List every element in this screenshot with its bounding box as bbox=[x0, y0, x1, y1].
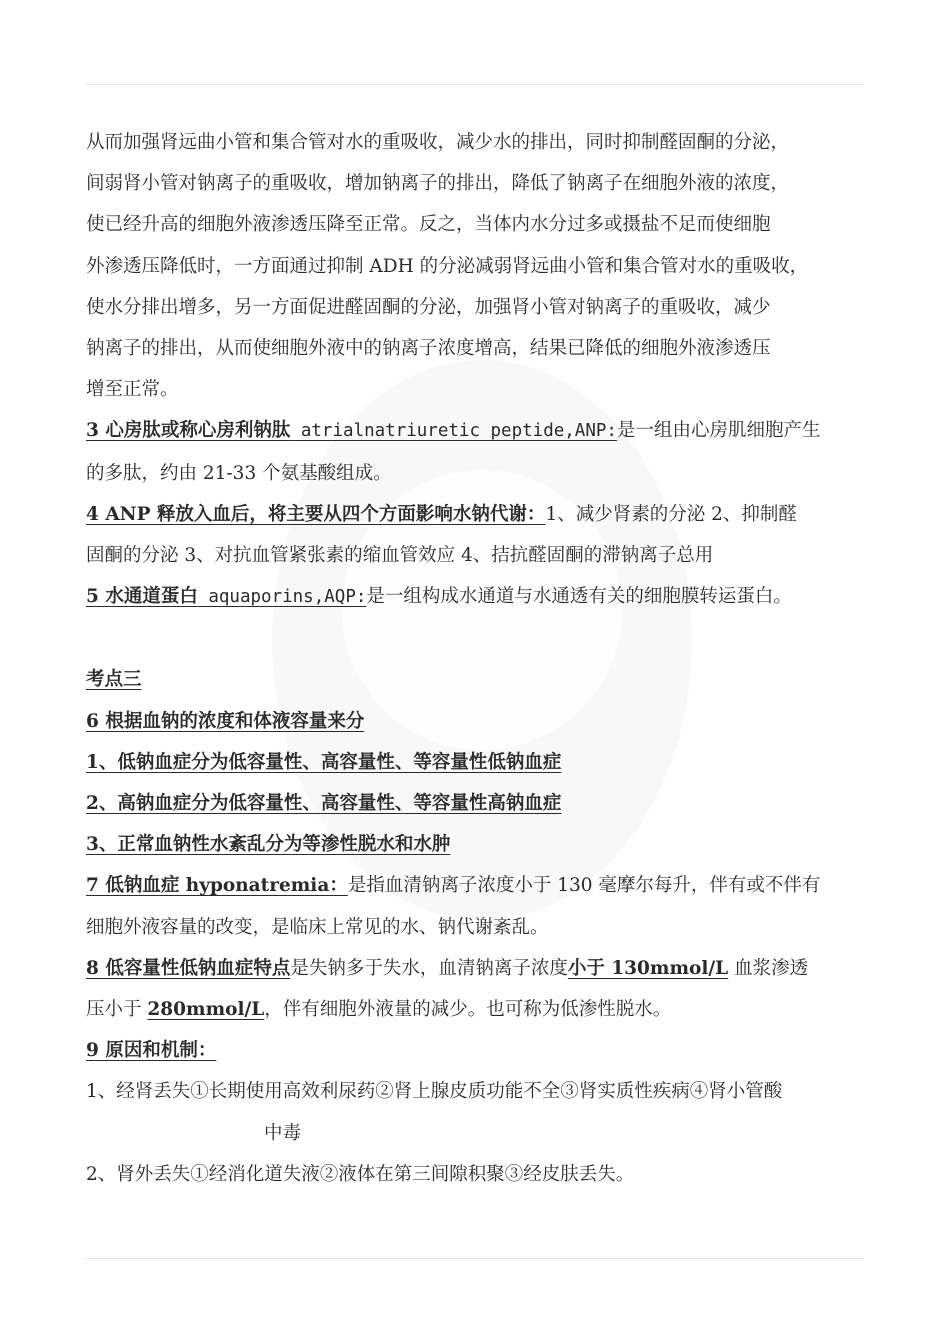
item-5-line bbox=[86, 576, 866, 618]
document-body bbox=[86, 122, 866, 1195]
item-8-line bbox=[86, 948, 866, 989]
item-7-heading: 7 低钠血症 hyponatremia： bbox=[86, 875, 348, 897]
item-7-line2: 细胞外液容量的改变，是临床上常见的水、钠代谢紊乱。 bbox=[86, 916, 549, 938]
para-line: 增至正常。 bbox=[86, 379, 179, 401]
section-title: 考点三 bbox=[86, 669, 142, 691]
para-line: 钠离子的排出，从而使细胞外液中的钠离子浓度增高，结果已降低的细胞外液渗透压 bbox=[86, 338, 771, 360]
item-5-text: 是一组构成水通道与水通透有关的细胞膜转运蛋白。 bbox=[366, 586, 792, 608]
class-item: 1、低钠血症分为低容量性、高容量性、等容量性低钠血症 bbox=[86, 751, 562, 773]
item-6-heading: 6 根据血钠的浓度和体液容量来分 bbox=[86, 710, 365, 732]
cause-1-cont: 中毒 bbox=[264, 1122, 302, 1144]
item-4-line bbox=[86, 494, 866, 535]
item-3-line bbox=[86, 410, 866, 452]
item-5-term: aquaporins,AQP: bbox=[197, 587, 367, 608]
item-4-text: 1、减少肾素的分泌 2、抑制醛 bbox=[545, 503, 797, 525]
para-line: 使已经升高的细胞外液渗透压降至正常。反之，当体内水分过多或摄盐不足而使细胞 bbox=[86, 214, 771, 236]
item-9-heading: 9 原因和机制： bbox=[86, 1040, 217, 1062]
item-4-heading: 4 ANP 释放入血后，将主要从四个方面影响水钠代谢： bbox=[86, 503, 546, 525]
class-item: 2、高钠血症分为低容量性、高容量性、等容量性高钠血症 bbox=[86, 793, 562, 815]
item-8-value-1: 小于 130mmol/L bbox=[567, 957, 729, 979]
class-item: 3、正常血钠性水紊乱分为等渗性脱水和水肿 bbox=[86, 834, 451, 856]
item-8-text: 是失钠多于失水，血清钠离子浓度 bbox=[290, 957, 568, 979]
item-8-value-2: 280mmol/L bbox=[147, 999, 265, 1021]
cause-2: 2、肾外丢失①经消化道失液②液体在第三间隙积聚③经皮肤丢失。 bbox=[86, 1163, 635, 1185]
item-4-line2: 固酮的分泌 3、对抗血管紧张素的缩血管效应 4、拮抗醛固酮的滞钠离子总用 bbox=[86, 545, 714, 567]
para-line: 使水分排出增多，另一方面促进醛固酮的分泌，加强肾小管对钠离子的重吸收，减少 bbox=[86, 296, 771, 318]
header-rule bbox=[86, 84, 864, 85]
item-3-term: atrialnatriuretic peptide,ANP: bbox=[290, 421, 617, 442]
item-8-line2 bbox=[86, 989, 866, 1030]
footer-rule bbox=[86, 1258, 864, 1259]
item-8-text: ，伴有细胞外液量的减少。也可称为低渗性脱水。 bbox=[264, 999, 672, 1021]
para-line: 从而加强肾远曲小管和集合管对水的重吸收，减少水的排出，同时抑制醛固酮的分泌， bbox=[86, 132, 790, 153]
para-line: 间弱肾小管对钠离子的重吸收，增加钠离子的排出，降低了钠离子在细胞外液的浓度， bbox=[86, 173, 790, 195]
item-3-text: 是一组由心房肌细胞产生 bbox=[616, 420, 821, 442]
item-8-text: 压小于 bbox=[86, 999, 148, 1021]
para-line: 外渗透压降低时，一方面通过抑制 ADH 的分泌减弱肾远曲小管和集合管对水的重吸收， bbox=[86, 255, 809, 277]
item-8-heading: 8 低容量性低钠血症特点 bbox=[86, 957, 291, 979]
item-7-line bbox=[86, 865, 866, 906]
item-7-text: 是指血清钠离子浓度小于 130 毫摩尔每升，伴有或不伴有 bbox=[347, 875, 821, 897]
item-3-line2: 的多肽，约由 21-33 个氨基酸组成。 bbox=[86, 462, 392, 484]
item-3-heading: 3 心房肽或称心房利钠肽 bbox=[86, 420, 291, 442]
item-5-heading: 5 水通道蛋白 bbox=[86, 586, 198, 608]
cause-1: 1、经肾丢失①长期使用高效利尿药②肾上腺皮质功能不全③肾实质性疾病④肾小管酸 bbox=[86, 1081, 783, 1103]
item-8-text: 血浆渗透 bbox=[728, 957, 809, 979]
